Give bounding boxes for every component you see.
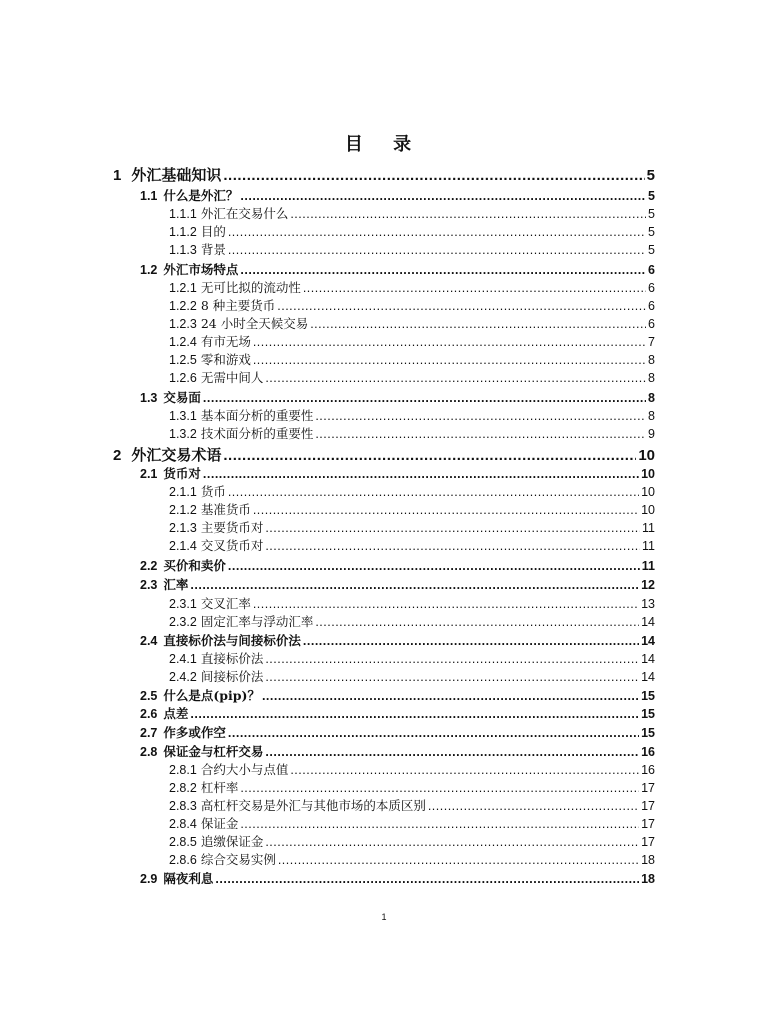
toc-leader-dots [265,539,640,553]
toc-leader-dots [240,189,646,203]
toc-entry-number: 1.2 [140,263,158,277]
toc-entry-number: 1.1.2 [169,225,197,239]
toc-entry-1-3-1[interactable] [169,406,655,424]
toc-entry-title: 固定汇率与浮动汇率 [200,614,314,629]
toc-entry-title: 交叉货币对 [200,538,264,553]
toc-entry-title: 货币 [200,484,226,499]
toc-entry-number: 1.2.6 [169,371,197,385]
toc-leader-dots [277,299,646,313]
toc-entry-1-1-1[interactable] [169,204,655,222]
toc-entry-title: 无可比拟的流动性 [200,280,301,295]
toc-leader-dots [315,615,639,629]
toc-leader-dots [303,634,639,648]
toc-entry-page: 11 [641,559,655,573]
toc-entry-2-8[interactable] [140,742,655,760]
toc-leader-dots [223,447,636,464]
toc-entry-number: 2.8.4 [169,817,197,831]
toc-entry-title: 外汇在交易什么 [200,206,289,221]
toc-entry-2-4-1[interactable] [169,649,655,667]
toc-entry-page: 17 [641,799,655,813]
toc-entry-page: 17 [641,781,655,795]
toc-leader-dots [262,689,639,703]
toc-entry-1-2-1[interactable] [169,278,655,296]
toc-entry-page: 11 [642,521,655,535]
toc-leader-dots [240,781,639,795]
toc-entry-title: 隔夜利息 [163,871,214,886]
toc-entry-page: 5 [648,207,655,221]
toc-entry-title: 作多或作空 [163,725,226,740]
toc-entry-2-8-4[interactable] [169,814,655,832]
toc-entry-number: 2.3 [140,578,158,592]
toc-entry-page: 5 [648,189,655,203]
toc-entry-page: 5 [646,167,655,184]
toc-entry-2-3-2[interactable] [169,612,655,630]
toc-leader-dots [228,559,640,573]
toc-leader-dots [190,707,639,721]
toc-entry-2[interactable] [113,444,655,464]
toc-entry-title: 直接标价法 [200,651,264,666]
toc-entry-number: 1.3 [140,391,158,405]
toc-entry-number: 2.3.1 [169,597,197,611]
toc-entry-2-9[interactable] [140,869,655,887]
toc-entry-2-1-4[interactable] [169,536,655,554]
toc-entry-page: 18 [641,853,655,867]
toc-entry-page: 9 [648,427,655,441]
toc-entry-title: 8 种主要货币 [200,298,276,313]
toc-entry-title: 汇率 [163,577,189,592]
toc-entry-number: 2.5 [140,689,158,703]
toc-leader-dots [215,872,639,886]
toc-entry-1-1-2[interactable] [169,222,655,240]
toc-entry-page: 5 [648,225,655,239]
toc-leader-dots [290,763,639,777]
toc-entry-title: 保证金与杠杆交易 [163,744,264,759]
toc-entry-number: 1.2.4 [169,335,197,349]
toc-entry-2-4[interactable] [140,631,655,649]
toc-leader-dots [228,485,639,499]
toc-entry-page: 8 [648,353,655,367]
toc-entry-title: 有市无场 [200,334,251,349]
toc-entry-title: 24 小时全天候交易 [200,316,309,331]
toc-entry-page: 5 [648,243,655,257]
toc-entry-title: 合约大小与点值 [200,762,289,777]
toc-entry-number: 1.3.1 [169,409,197,423]
toc-entry-number: 2.1.3 [169,521,197,535]
toc-entry-number: 2.4 [140,634,158,648]
toc-entry-2-5[interactable] [140,686,655,704]
toc-entry-page: 10 [641,485,655,499]
toc-entry-number: 1.2.5 [169,353,197,367]
toc-leader-dots [265,745,639,759]
toc-entry-page: 10 [641,467,655,481]
toc-entry-page: 6 [648,299,655,313]
page-number: 1 [381,912,387,922]
toc-entry-number: 2.2 [140,559,158,573]
toc-entry-page: 15 [641,726,655,740]
toc-leader-dots [253,335,646,349]
toc-entry-title: 外汇基础知识 [131,166,222,184]
toc-entry-page: 17 [641,817,655,831]
toc-entry-title: 高杠杆交易是外汇与其他市场的本质区别 [200,798,426,813]
toc-leader-dots [253,353,646,367]
toc-leader-dots [315,427,646,441]
toc-leader-dots [253,503,639,517]
toc-entry-2-6[interactable] [140,704,655,722]
toc-leader-dots [303,281,646,295]
toc-entry-page: 10 [641,503,655,517]
toc-entry-1-3-2[interactable] [169,424,655,442]
toc-entry-title: 外汇市场特点 [163,262,239,277]
toc-entry-title: 目的 [200,224,226,239]
toc-leader-dots [428,799,639,813]
toc-entry-1-2-3[interactable] [169,314,655,332]
toc-entry-title: 保证金 [200,816,239,831]
toc-entry-page: 16 [641,763,655,777]
toc-entry-page: 6 [648,317,655,331]
toc-entry-page: 15 [641,707,655,721]
toc-entry-page: 11 [642,539,655,553]
toc-entry-page: 10 [638,447,655,464]
toc-entry-page: 14 [641,634,655,648]
toc-leader-dots [203,467,639,481]
toc-entry-number: 1.2.2 [169,299,197,313]
toc-entry-number: 2.6 [140,707,158,721]
toc-entry-number: 2.7 [140,726,158,740]
toc-entry-title: 杠杆率 [200,780,239,795]
toc-entry-page: 7 [648,335,655,349]
toc-entry-title: 货币对 [163,466,201,481]
toc-entry-number: 2.4.1 [169,652,197,666]
toc-entry-title: 基本面分析的重要性 [200,408,314,423]
toc-entry-title: 无需中间人 [200,370,264,385]
toc-entry-1-1[interactable] [140,186,655,204]
toc-entry-number: 1.1 [140,189,158,203]
toc-entry-page: 15 [641,689,655,703]
toc-entry-title: 交易面 [163,390,201,405]
toc-entry-number: 2.8.6 [169,853,197,867]
toc-entry-number: 2.3.2 [169,615,197,629]
toc-entry-title: 交叉汇率 [200,596,251,611]
toc-entry-title: 基准货币 [200,502,251,517]
toc-entry-2-8-1[interactable] [169,760,655,778]
toc-entry-number: 2.8 [140,745,158,759]
toc-entry-title: 买价和卖价 [163,558,226,573]
toc-leader-dots [278,853,639,867]
toc-leader-dots [290,207,646,221]
toc-entry-2-1-1[interactable] [169,482,655,500]
toc-entry-2-8-6[interactable] [169,850,655,868]
toc-leader-dots [265,521,640,535]
toc-entry-1-3[interactable] [140,388,655,406]
toc-entry-title: 间接标价法 [200,669,264,684]
page-title: 目 录 [344,134,424,155]
toc-leader-dots [203,391,646,405]
toc-entry-2-7[interactable] [140,723,655,741]
toc-leader-dots [223,167,644,184]
toc-entry-2-8-5[interactable] [169,832,655,850]
toc-entry-page: 13 [641,597,655,611]
toc-entry-1-2-2[interactable] [169,296,655,314]
toc-entry-number: 1.2.1 [169,281,197,295]
toc-entry-2-3-1[interactable] [169,594,655,612]
toc-leader-dots [265,371,646,385]
toc-leader-dots [253,597,639,611]
toc-entry-page: 8 [648,371,655,385]
toc-entry-number: 1.3.2 [169,427,197,441]
toc-entry-number: 2.8.5 [169,835,197,849]
toc-entry-title: 点差 [163,706,189,721]
toc-entry-title: 追缴保证金 [200,834,264,849]
toc-entry-2-2[interactable] [140,556,655,574]
toc-entry-number: 2.8.3 [169,799,197,813]
toc-leader-dots [190,578,639,592]
toc-leader-dots [315,409,646,423]
toc-entry-title: 外汇交易术语 [131,446,222,464]
toc-entry-2-3[interactable] [140,575,655,593]
toc-entry-1-2-5[interactable] [169,350,655,368]
toc-entry-title: 技术面分析的重要性 [200,426,314,441]
toc-entry-title: 直接标价法与间接标价法 [163,633,301,648]
toc-entry-number: 2.8.1 [169,763,197,777]
toc-entry-2-8-2[interactable] [169,778,655,796]
toc-entry-page: 14 [641,670,655,684]
toc-entry-2-8-3[interactable] [169,796,655,814]
toc-entry-page: 8 [648,409,655,423]
toc-entry-title: 零和游戏 [200,352,251,367]
toc-entry-number: 2.1.1 [169,485,197,499]
toc-entry-title: 什么是点(pip)？ [163,688,260,703]
toc-entry-number: 2 [113,447,122,464]
toc-entry-number: 2.1.2 [169,503,197,517]
toc-entry-page: 17 [641,835,655,849]
toc-entry-title: 主要货币对 [200,520,264,535]
toc-entry-page: 6 [648,281,655,295]
toc-entry-2-1[interactable] [140,464,655,482]
toc-entry-page: 6 [648,263,655,277]
toc-leader-dots [228,726,639,740]
toc-leader-dots [265,835,639,849]
toc-leader-dots [265,652,639,666]
toc-entry-number: 2.1 [140,467,158,481]
toc-leader-dots [228,225,646,239]
toc-entry-1[interactable] [113,164,655,184]
toc-leader-dots [265,670,639,684]
toc-entry-number: 1.2.3 [169,317,197,331]
toc-leader-dots [240,263,646,277]
toc-entry-page: 18 [641,872,655,886]
toc-entry-1-1-3[interactable] [169,240,655,258]
toc-entry-page: 8 [648,391,655,405]
toc-entry-number: 1.1.1 [169,207,197,221]
toc-entry-number: 2.9 [140,872,158,886]
toc-entry-number: 1 [113,167,122,184]
toc-entry-page: 12 [641,578,655,592]
toc-entry-number: 2.4.2 [169,670,197,684]
toc-entry-number: 2.1.4 [169,539,197,553]
toc-entry-number: 2.8.2 [169,781,197,795]
toc-entry-2-1-3[interactable] [169,518,655,536]
toc-entry-1-2[interactable] [140,260,655,278]
toc-entry-title: 什么是外汇？ [163,188,239,203]
toc-entry-number: 1.1.3 [169,243,197,257]
toc-leader-dots [310,317,646,331]
toc-leader-dots [228,243,646,257]
toc-leader-dots [240,817,639,831]
toc-entry-page: 16 [641,745,655,759]
toc-entry-2-4-2[interactable] [169,667,655,685]
toc-entry-title: 背景 [200,242,226,257]
toc-entry-title: 综合交易实例 [200,852,276,867]
toc-entry-1-2-4[interactable] [169,332,655,350]
toc-entry-1-2-6[interactable] [169,368,655,386]
toc-entry-2-1-2[interactable] [169,500,655,518]
toc-entry-page: 14 [641,615,655,629]
toc-entry-page: 14 [641,652,655,666]
